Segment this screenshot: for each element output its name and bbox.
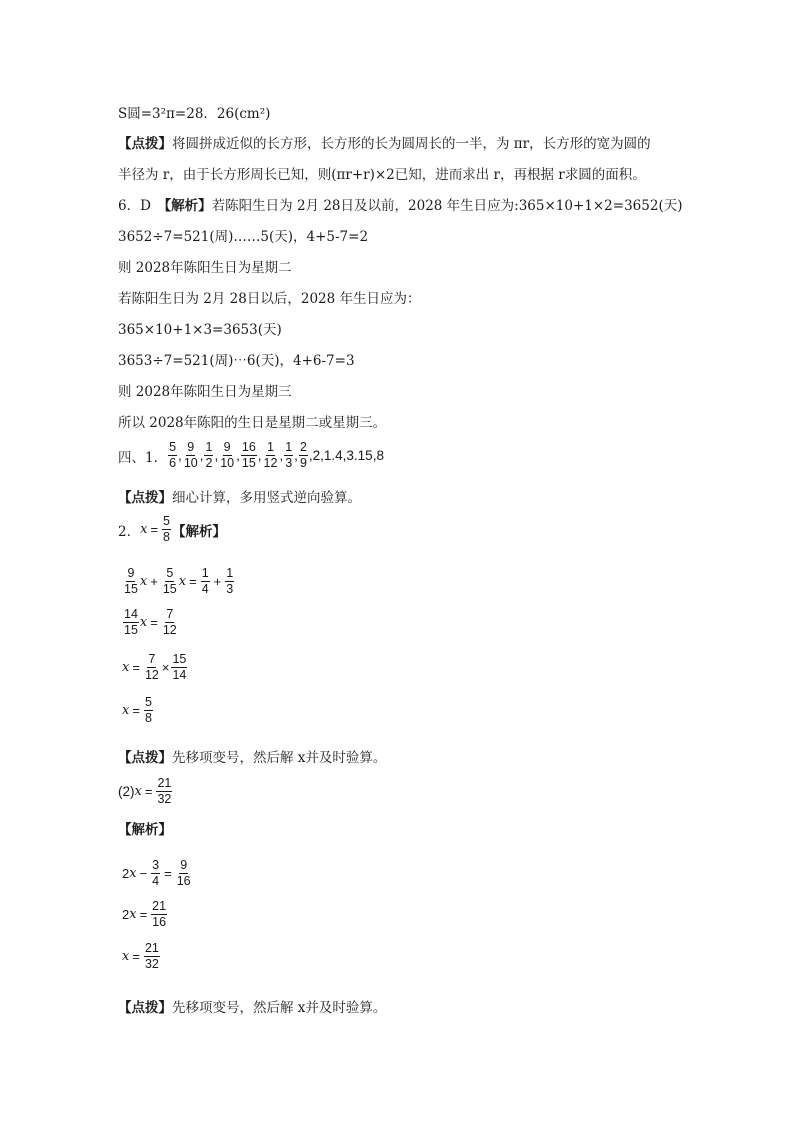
equation-step-6 [122, 899, 168, 930]
equation-step-5 [122, 858, 193, 889]
fraction [171, 652, 187, 683]
denominator: 3 [285, 456, 293, 470]
q2-solution [140, 514, 172, 545]
var-x: x [122, 949, 130, 964]
times-sign: × [161, 660, 170, 675]
comma-separator: , [199, 448, 204, 463]
answers-tail: ,2,1.4,3.15,8 [308, 448, 384, 463]
comma-separator: , [294, 448, 298, 463]
coefficient: 2 [122, 866, 130, 881]
comma-separator: , [279, 448, 284, 463]
comma-separator: , [214, 448, 219, 463]
section4-prefix: 四、1． [118, 449, 168, 466]
comma-separator: , [236, 448, 240, 463]
equals-sign: = [144, 784, 153, 799]
fraction [162, 566, 178, 597]
equals-sign: = [132, 703, 140, 718]
denominator: 15 [241, 456, 256, 470]
denominator: 3 [226, 582, 234, 596]
equals-sign: = [189, 574, 197, 589]
q2-2-solution [135, 776, 174, 807]
denominator: 15 [124, 623, 138, 637]
numerator: 5 [169, 440, 177, 454]
calc-line-1: 3652÷7=521(周)……5(天)，4+5-7=2 [118, 229, 369, 245]
fraction [241, 440, 257, 471]
fraction [284, 440, 293, 471]
hint-line-3 [118, 488, 361, 508]
numerator: 5 [163, 514, 170, 528]
fraction [162, 514, 171, 545]
fraction [144, 652, 160, 683]
case-line-2: 若陈阳生日为 2月 28日以后，2028 年生日应为： [118, 291, 421, 307]
q6-analysis-text: 若陈阳生日为 2月 28日及以前，2028 年生日应为:365×10+1×2=3652(天) [211, 198, 683, 214]
fraction [219, 440, 235, 471]
numerator: 9 [223, 440, 231, 454]
denominator: 9 [299, 456, 307, 470]
denominator: 16 [176, 874, 191, 888]
hint-tag: 【点拨】 [118, 490, 172, 506]
equation-step-7 [122, 941, 161, 972]
var-x: x [139, 615, 148, 630]
numerator: 7 [166, 607, 174, 621]
fraction [123, 607, 139, 638]
var-x: x [178, 574, 187, 589]
numerator: 7 [148, 652, 156, 666]
comma-separator: , [257, 448, 262, 463]
q2-answer-line [118, 514, 226, 545]
numerator: 1 [201, 566, 209, 580]
var-x: x [129, 866, 137, 881]
numerator: 21 [157, 776, 172, 790]
denominator: 12 [162, 623, 177, 637]
hint-tag: 【点拨】 [118, 1000, 172, 1016]
denominator: 12 [263, 456, 278, 470]
analysis-tag: 【解析】 [171, 523, 226, 540]
hint-text: 将圆拼成近似的长方形，长方形的长为圆周长的一半，为 πr，长方形的宽为圆的 [172, 136, 651, 152]
fraction [299, 440, 308, 471]
equals-sign: = [164, 866, 172, 881]
denominator: 8 [163, 530, 170, 544]
denominator: 15 [162, 582, 177, 596]
denominator: 10 [183, 456, 198, 470]
denominator: 4 [201, 582, 209, 596]
equals-sign: = [150, 615, 158, 630]
var-x: x [140, 522, 148, 537]
minus-sign: − [139, 866, 148, 881]
comma-separator: , [178, 448, 182, 463]
fraction [183, 440, 199, 471]
q6-answer: 6．D [118, 198, 165, 214]
numerator: 9 [180, 858, 188, 872]
denominator: 2 [205, 456, 213, 470]
numerator: 21 [144, 941, 159, 955]
fraction [204, 440, 213, 471]
numerator: 16 [241, 440, 256, 454]
analysis-tag: 【解析】 [164, 198, 212, 214]
fraction [168, 440, 177, 471]
q2-prefix: 2． [118, 523, 141, 540]
fraction-answers [167, 440, 309, 471]
result-line-1: 则 2028年陈阳生日为星期二 [118, 260, 292, 276]
fraction [162, 607, 178, 638]
var-x: x [134, 784, 142, 799]
coefficient: 2 [122, 907, 130, 922]
denominator: 16 [152, 915, 167, 929]
fraction [156, 776, 172, 807]
var-x: x [122, 703, 130, 718]
conclusion-line: 所以 2028年陈阳的生日是星期二或星期三。 [118, 415, 387, 431]
fraction [225, 566, 234, 597]
plus-sign: + [150, 574, 158, 589]
var-x: x [139, 574, 148, 589]
hint-line-4 [118, 748, 386, 768]
q2-2-answer-line [118, 776, 173, 807]
q2-2-prefix: (2) [118, 784, 135, 799]
denominator: 14 [172, 668, 187, 682]
hint-tag: 【点拨】 [118, 136, 172, 152]
section4-q1-answers [118, 440, 384, 471]
numerator: 9 [127, 566, 135, 580]
denominator: 32 [144, 957, 159, 971]
numerator: 21 [152, 899, 167, 913]
numerator: 9 [187, 440, 195, 454]
equals-sign: = [150, 522, 159, 537]
denominator: 12 [144, 668, 159, 682]
equation-step-1 [122, 566, 235, 597]
q6-answer-line [118, 196, 682, 216]
denominator: 15 [124, 582, 138, 596]
fraction [144, 695, 153, 726]
analysis-heading: 【解析】 [118, 822, 172, 838]
equation-step-3 [122, 652, 188, 683]
fraction [201, 566, 210, 597]
calc-line-3: 3653÷7=521(周)⋯6(天)，4+6-7=3 [118, 353, 355, 369]
fraction [123, 566, 139, 597]
numerator: 1 [205, 440, 213, 454]
area-formula-line: S圆=3²π=28．26(cm²) [118, 106, 271, 122]
hint-line-1 [118, 134, 651, 154]
numerator: 1 [267, 440, 274, 454]
equals-sign: = [139, 907, 148, 922]
plus-sign: + [213, 574, 222, 589]
numerator: 15 [172, 652, 187, 666]
var-x: x [129, 907, 137, 922]
result-line-2: 则 2028年陈阳生日为星期三 [118, 384, 292, 400]
equals-sign: = [132, 949, 140, 964]
numerator: 1 [226, 566, 234, 580]
hint-text: 细心计算，多用竖式逆向验算。 [172, 490, 361, 506]
hint-tag: 【点拨】 [118, 750, 172, 766]
numerator: 5 [166, 566, 174, 580]
denominator: 4 [152, 874, 160, 888]
denominator: 32 [157, 792, 172, 806]
denominator: 6 [169, 456, 177, 470]
equals-sign: = [132, 660, 140, 675]
fraction [151, 858, 160, 889]
denominator: 10 [220, 456, 235, 470]
numerator: 1 [285, 440, 293, 454]
fraction [263, 440, 279, 471]
equation-step-2 [122, 607, 179, 638]
hint-line-5 [118, 998, 386, 1018]
fraction [176, 858, 192, 889]
fraction [144, 941, 160, 972]
hint-text: 先移项变号，然后解 x并及时验算。 [172, 1000, 387, 1016]
numerator: 14 [124, 607, 138, 621]
var-x: x [122, 660, 130, 675]
hint-text: 先移项变号，然后解 x并及时验算。 [172, 750, 387, 766]
numerator: 5 [144, 695, 152, 709]
denominator: 8 [144, 711, 152, 725]
hint-line-2: 半径为 r，由于长方形周长已知，则(πr+r)×2已知，进而求出 r，再根据 r求圆的面积。 [118, 167, 646, 183]
fraction [151, 899, 167, 930]
calc-line-2: 365×10+1×3=3653(天) [118, 322, 282, 338]
numerator: 2 [299, 440, 307, 454]
equation-step-4 [122, 695, 154, 726]
numerator: 3 [152, 858, 160, 872]
